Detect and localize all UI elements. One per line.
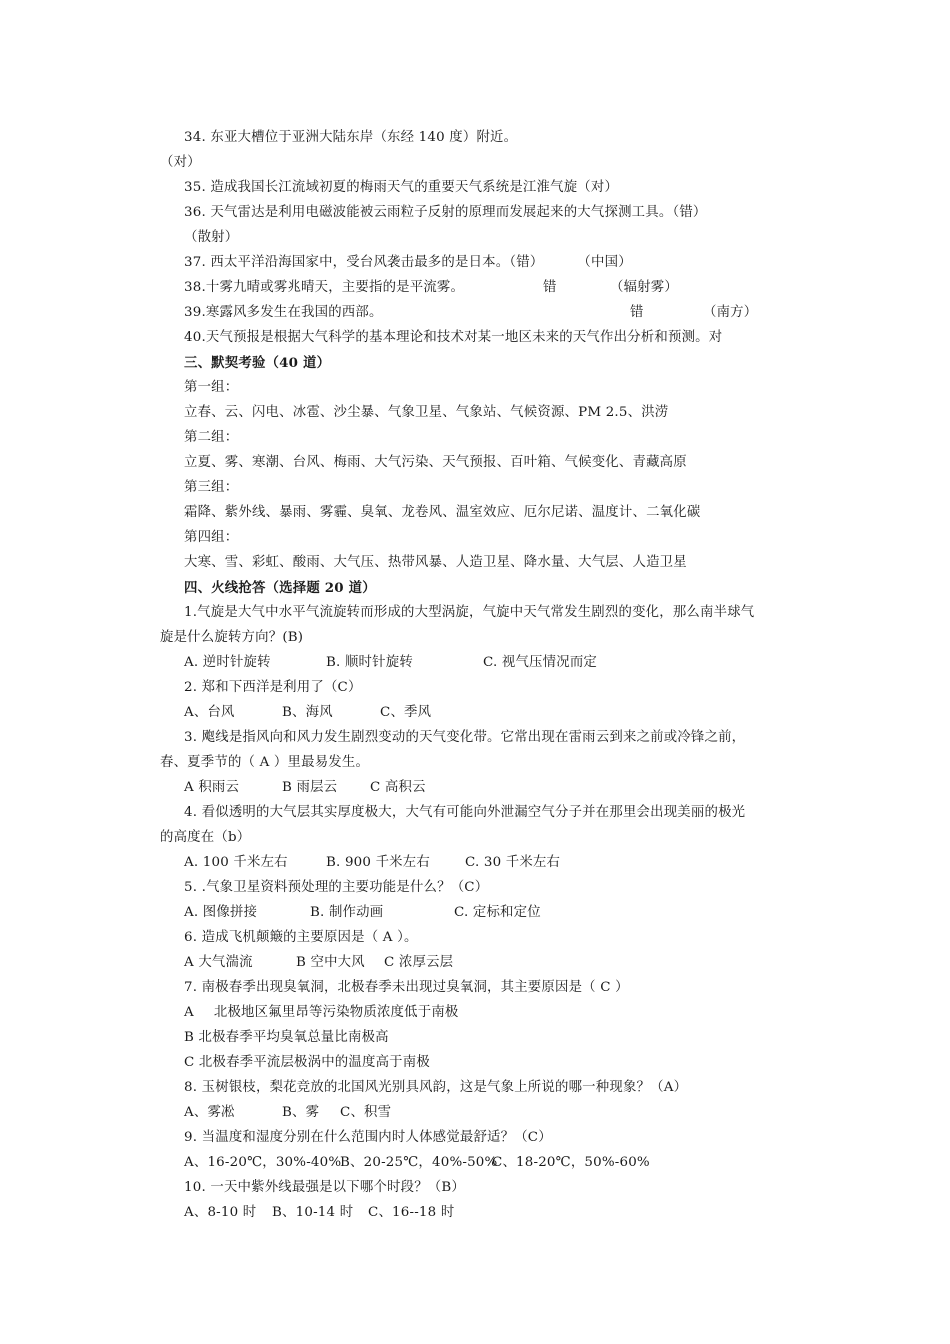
question-5: 5. .气象卫星资料预处理的主要功能是什么？（C） (184, 880, 489, 895)
question-2: 2. 郑和下西洋是利用了（C） (184, 680, 362, 695)
statement-36-correction: （散射） (184, 230, 239, 245)
statement-40: 40.天气预报是根据大气科学的基本理论和技术对某一地区未来的天气作出分析和预测。对 (184, 330, 723, 345)
statement-37: 37. 西太平洋沿海国家中，受台风袭击最多的是日本。（错） （中国） (184, 255, 632, 270)
question-9-options: A、16-20℃，30%-40% B、20-25℃，40%-50% C、18-20℃，50%-60% (184, 1155, 650, 1170)
group-1-label: 第一组： (184, 380, 239, 395)
statement-36: 36. 天气雷达是利用电磁波能被云雨粒子反射的原理而发展起来的大气探测工具。（错） (184, 205, 707, 220)
section-heading-4: 四、火线抢答（选择题 20 道） (184, 580, 376, 596)
question-6: 6. 造成飞机颠簸的主要原因是（ A ）。 (184, 930, 418, 945)
group-3-label: 第三组： (184, 480, 239, 495)
question-1-options: A. 逆时针旋转 B. 顺时针旋转 C. 视气压情况而定 (184, 655, 598, 670)
question-7-option-c: C 北极春季平流层极涡中的温度高于南极 (184, 1055, 430, 1070)
group-2-terms: 立夏、雾、寒潮、台风、梅雨、大气污染、天气预报、百叶箱、气候变化、青藏高原 (184, 455, 687, 470)
question-3-cont: 春、夏季节的（ A ）里最易发生。 (160, 755, 370, 770)
question-10: 10. 一天中紫外线最强是以下哪个时段？（B） (184, 1180, 466, 1195)
statement-34-answer: （对） (160, 155, 201, 170)
question-7-option-b: B 北极春季平均臭氧总量比南极高 (184, 1030, 389, 1045)
question-4: 4. 看似透明的大气层其实厚度极大，大气有可能向外泄漏空气分子并在那里会出现美丽的极光 (184, 805, 746, 820)
question-1: 1.气旋是大气中水平气流旋转而形成的大型涡旋，气旋中天气常发生剧烈的变化，那么南半球气 (184, 605, 755, 620)
question-5-options: A. 图像拼接 B. 制作动画 C. 定标和定位 (184, 905, 541, 920)
question-2-options: A、台风 B、海风 C、季风 (184, 705, 432, 720)
question-4-options: A. 100 千米左右 B. 900 千米左右 C. 30 千米左右 (184, 855, 561, 870)
question-9: 9. 当温度和湿度分别在什么范围内时人体感觉最舒适？（C） (184, 1130, 552, 1145)
statement-38: 38.十雾九晴或雾兆晴天，主要指的是平流雾。 错 （辐射雾） (184, 280, 678, 295)
group-3-terms: 霜降、紫外线、暴雨、雾霾、臭氧、龙卷风、温室效应、厄尔尼诺、温度计、二氧化碳 (184, 505, 701, 520)
group-1-terms: 立春、云、闪电、冰雹、沙尘暴、气象卫星、气象站、气候资源、PM 2.5、洪涝 (184, 405, 669, 420)
section-heading-3: 三、默契考验（40 道） (184, 355, 331, 371)
group-4-label: 第四组： (184, 530, 239, 545)
question-3: 3. 飑线是指风向和风力发生剧烈变动的天气变化带。它常出现在雷雨云到来之前或冷锋之前， (184, 730, 746, 745)
statement-39: 39.寒露风多发生在我国的西部。 错 （南方） (184, 305, 758, 320)
statement-34: 34. 东亚大槽位于亚洲大陆东岸（东经 140 度）附近。 (184, 130, 518, 145)
question-10-options: A、8-10 时 B、10-14 时 C、16--18 时 (184, 1205, 455, 1220)
question-7: 7. 南极春季出现臭氧洞，北极春季未出现过臭氧洞，其主要原因是（ C ） (184, 980, 629, 995)
group-2-label: 第二组： (184, 430, 239, 445)
question-8-options: A、雾凇 B、雾 C、积雪 (184, 1105, 392, 1120)
question-6-options: A 大气湍流 B 空中大风 C 浓厚云层 (184, 955, 454, 970)
question-8: 8. 玉树银枝，梨花竞放的北国风光别具风韵，这是气象上所说的哪一种现象？（A） (184, 1080, 688, 1095)
group-4-terms: 大寒、雪、彩虹、酸雨、大气压、热带风暴、人造卫星、降水量、大气层、人造卫星 (184, 555, 687, 570)
question-4-cont: 的高度在（b） (160, 830, 251, 845)
statement-35: 35. 造成我国长江流域初夏的梅雨天气的重要天气系统是江淮气旋（对） (184, 180, 619, 195)
question-3-options: A 积雨云 B 雨层云 C 高积云 (184, 780, 426, 795)
question-7-option-a: A 北极地区氟里昂等污染物质浓度低于南极 (184, 1005, 459, 1020)
question-1-cont: 旋是什么旋转方向？(B) (160, 630, 304, 645)
